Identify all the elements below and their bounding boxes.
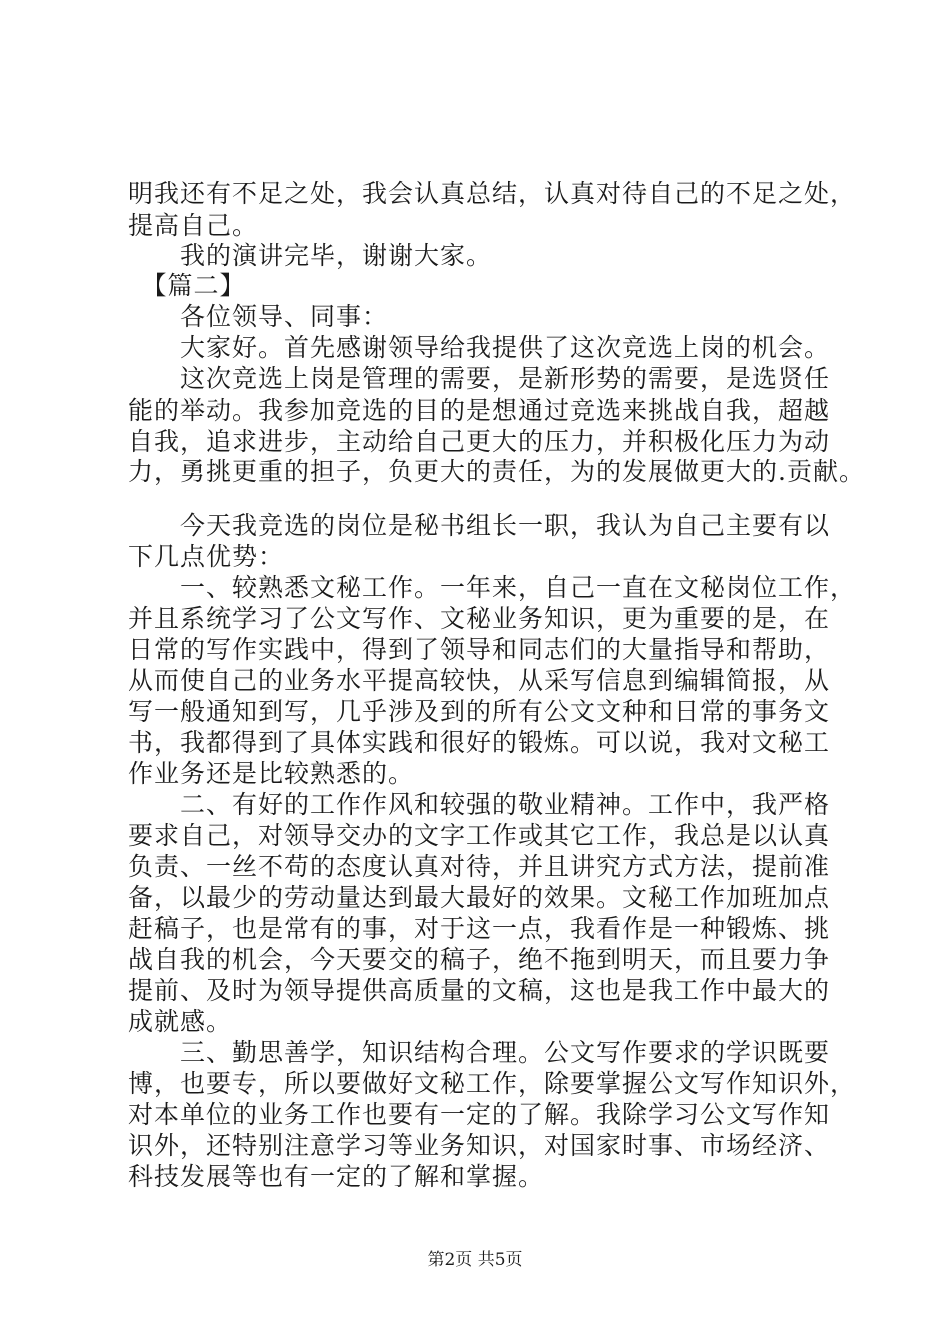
text-line: 提高自己。 xyxy=(128,211,259,240)
text-line: 提前、及时为领导提供高质量的文稿，这也是我工作中最大的 xyxy=(128,976,831,1005)
text-line: 书，我都得到了具体实践和很好的锻炼。可以说，我对文秘工 xyxy=(128,728,831,757)
text-line: 博，也要专，所以要做好文秘工作，除要掌握公文写作知识外， xyxy=(128,1069,857,1098)
text-line: 能的举动。我参加竞选的目的是想通过竞选来挑战自我，超越 xyxy=(128,396,831,425)
text-line: 这次竞选上岗是管理的需要，是新形势的需要，是选贤任 xyxy=(128,364,831,393)
text-line: 要求自己，对领导交办的文字工作或其它工作，我总是以认真 xyxy=(128,821,831,850)
text-line: 二、有好的工作作风和较强的敬业精神。工作中，我严格 xyxy=(128,790,831,819)
text-line: 科技发展等也有一定的了解和掌握。 xyxy=(128,1162,545,1191)
text-line: 作业务还是比较熟悉的。 xyxy=(128,759,415,788)
text-line: 日常的写作实践中，得到了领导和同志们的大量指导和帮助， xyxy=(128,635,831,664)
text-line: 识外，还特别注意学习等业务知识，对国家时事、市场经济、 xyxy=(128,1131,831,1160)
text-line: 备，以最少的劳动量达到最大最好的效果。文秘工作加班加点 xyxy=(128,883,831,912)
text-line: 写一般通知到写，几乎涉及到的所有公文文种和日常的事务文 xyxy=(128,697,831,726)
text-line: 明我还有不足之处，我会认真总结，认真对待自己的不足之处， xyxy=(128,179,857,208)
text-line: 成就感。 xyxy=(128,1007,233,1036)
text-line: 并且系统学习了公文写作、文秘业务知识，更为重要的是，在 xyxy=(128,604,831,633)
section-heading: 【篇二】 xyxy=(128,271,246,300)
text-line: 下几点优势： xyxy=(128,542,285,571)
text-line: 一、较熟悉文秘工作。一年来，自己一直在文秘岗位工作， xyxy=(128,573,857,602)
text-line: 我的演讲完毕，谢谢大家。 xyxy=(128,241,493,270)
text-line: 今天我竞选的岗位是秘书组长一职，我认为自己主要有以 xyxy=(128,511,831,540)
text-line: 力，勇挑更重的担子，负更大的责任，为的发展做更大的.贡献。 xyxy=(128,457,865,486)
page-number-footer: 第2页 共5页 xyxy=(427,1250,523,1270)
text-line: 从而使自己的业务水平提高较快，从采写信息到编辑简报，从 xyxy=(128,666,831,695)
text-line: 各位领导、同事： xyxy=(128,302,389,331)
text-line: 自我，追求进步，主动给自己更大的压力，并积极化压力为动 xyxy=(128,427,831,456)
text-line: 负责、一丝不苟的态度认真对待，并且讲究方式方法，提前准 xyxy=(128,852,831,881)
text-line: 大家好。首先感谢领导给我提供了这次竞选上岗的机会。 xyxy=(128,333,831,362)
text-line: 三、勤思善学，知识结构合理。公文写作要求的学识既要 xyxy=(128,1038,831,1067)
text-line: 对本单位的业务工作也要有一定的了解。我除学习公文写作知 xyxy=(128,1100,831,1129)
text-line: 战自我的机会，今天要交的稿子，绝不拖到明天，而且要力争 xyxy=(128,945,831,974)
text-line: 赶稿子，也是常有的事，对于这一点，我看作是一种锻炼、挑 xyxy=(128,914,831,943)
